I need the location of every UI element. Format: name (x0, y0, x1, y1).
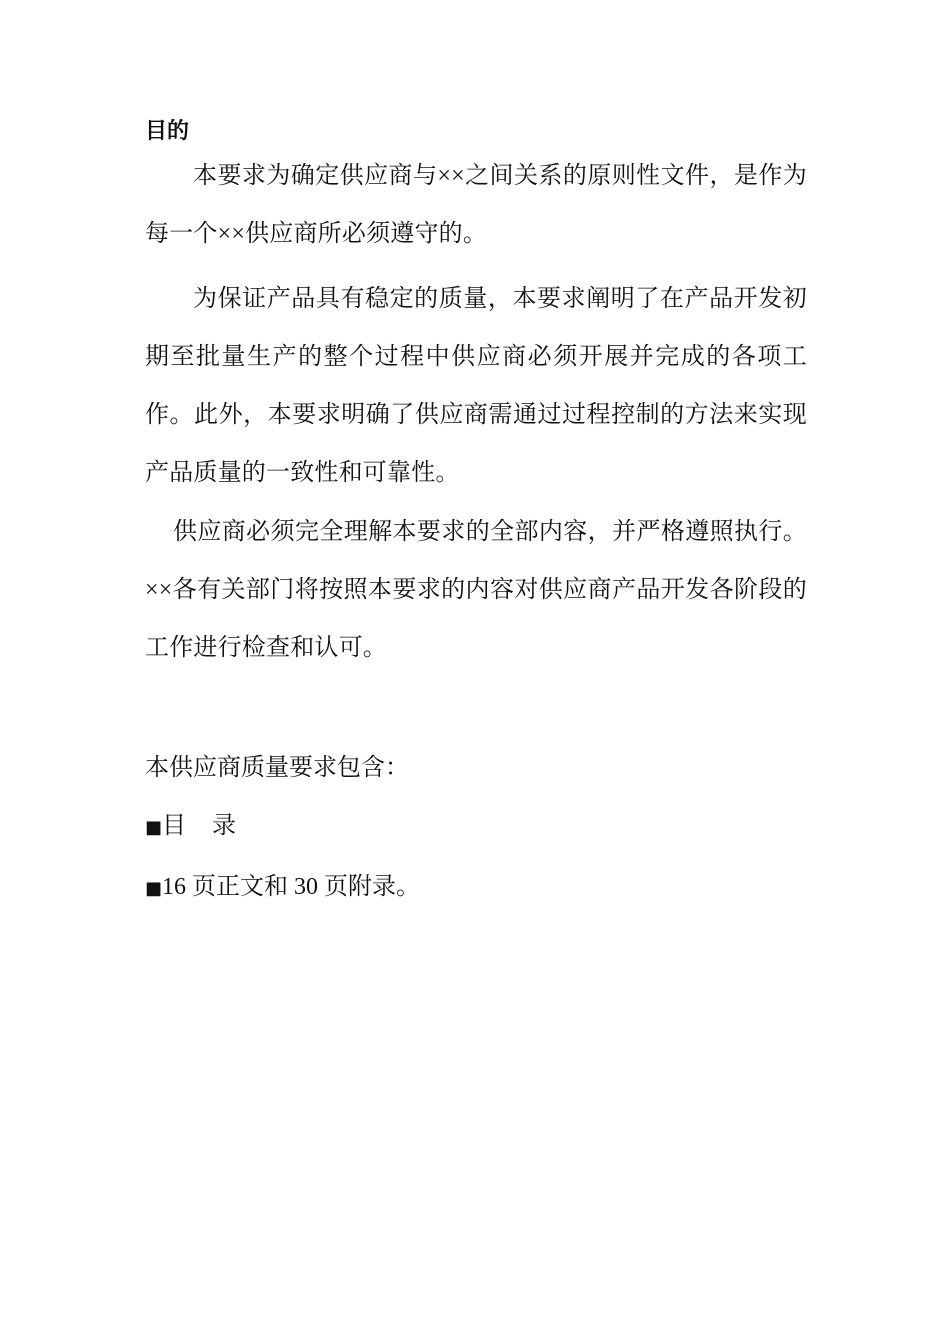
contents-item-text: 目 (162, 813, 187, 839)
paragraph-purpose: 本要求为确定供应商与××之间关系的原则性文件，是作为每一个××供应商所必须遵守的。 (145, 163, 807, 247)
square-bullet-icon: ■ (145, 817, 163, 838)
contents-item-toc (145, 809, 236, 845)
contents-intro: 本供应商质量要求包含： (145, 755, 409, 781)
paragraph-compliance: 供应商必须完全理解本要求的全部内容，并严格遵照执行。××各有关部门将按照本要求的内容对供应商产品开发各阶段的工作进行检查和认可。 (145, 519, 807, 661)
contents-item-pages (145, 870, 420, 906)
paragraph-quality: 为保证产品具有稳定的质量，本要求阐明了在产品开发初期至批量生产的整个过程中供应商必须开展并完成的各项工作。此外，本要求明确了供应商需通过过程控制的方法来实现产品质量的一致性和可靠性。 (145, 286, 807, 486)
section-heading: 目的 (145, 119, 190, 144)
square-bullet-icon: ■ (145, 878, 163, 899)
contents-item-text: 16 页正文和 30 页附录。 (162, 874, 421, 900)
contents-item-text: 录 (212, 813, 237, 839)
